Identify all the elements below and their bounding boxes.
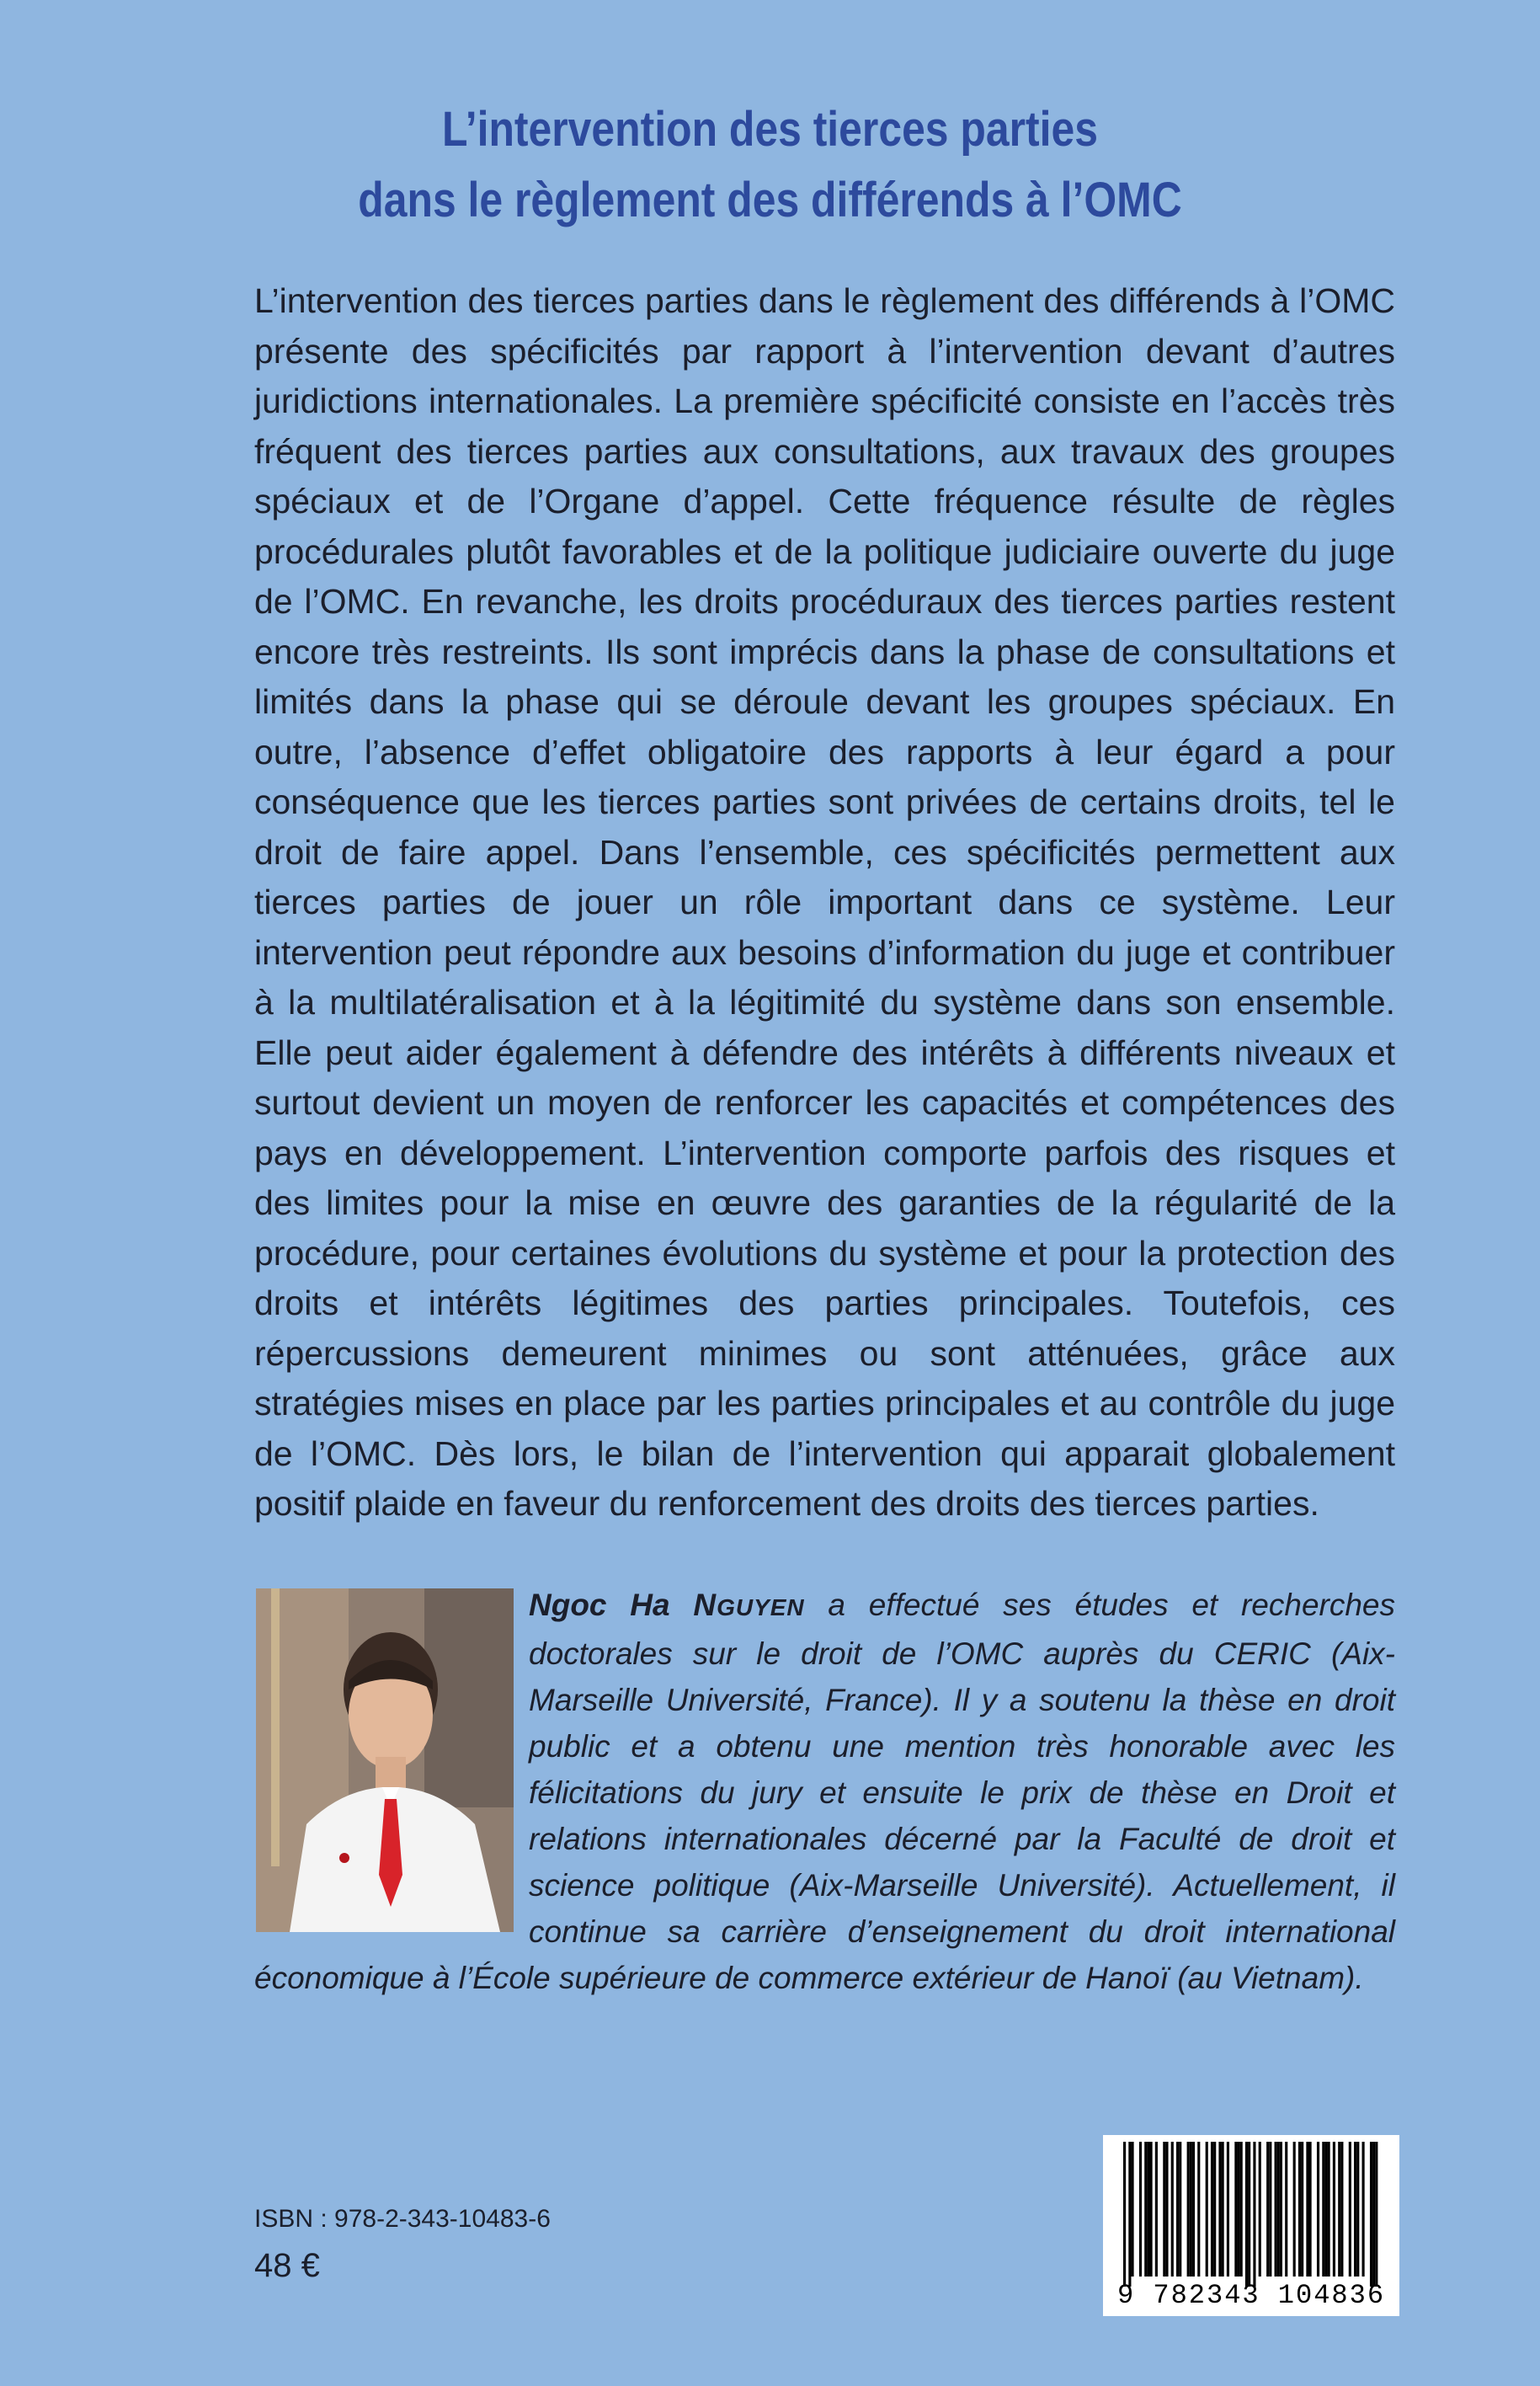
barcode-bar	[1128, 2142, 1131, 2287]
barcode-bar	[1349, 2142, 1351, 2277]
barcode-bar	[1328, 2142, 1330, 2277]
barcode-bar	[1266, 2142, 1269, 2277]
barcode-bar	[1190, 2142, 1192, 2277]
barcode-bar	[1192, 2142, 1195, 2277]
barcode-bar	[1144, 2142, 1147, 2277]
barcode-bar	[1324, 2142, 1327, 2277]
barcode-bar	[1340, 2142, 1343, 2277]
book-summary: L’intervention des tierces parties dans le règlement des différends à l’OMC présente des spécificités par rapport à l’intervention devant d’autres juridictions internationales. La première spécificité consiste en l’accès très fréquent des tierces parties aux consultations, aux travaux des groupes spéciaux et de l’Organe d’appel. Cette fréquence résulte de règles procédurales plutôt favorables et de la politique judiciaire ouverte du juge de l’OMC. En revanche, les droits procéduraux des tierces parties restent encore très restreints. Ils sont imprécis dans la phase de consultations et limités dans la phase qui se déroule devant les groupes spéciaux. En outre, l’absence d’effet obligatoire des rapports à leur égard a pour conséquence que les tierces parties sont privées de certains droits, tel le droit de faire appel. Dans l’ensemble, ces spécificités permettent aux tierces parties de jouer un rôle important dans ce système. Leur intervention peut répondre aux besoins d’information du juge et contribuer à la multilatéralisation et à la légitimité du système dans son ensemble. Elle peut aider également à défendre des intérêts à différents niveaux et surtout devient un moyen de renforcer les capacités et compétences des pays en développement. L’intervention comporte parfois des risques et des limites pour la mise en œuvre des garanties de la régularité de la procédure, pour certaines évolutions du système et pour la protection des droits et intérêts légitimes des parties principales. Toutefois, ces répercussions demeurent minimes ou sont atténuées, grâce aux stratégies mises en place par les parties principales et au contrôle du juge de l’OMC. Dès lors, le bilan de l’intervention qui apparait globalement positif plaide en faveur du renforcement des droits des tierces parties.	[254, 281, 1395, 1523]
barcode-bar	[1333, 2142, 1335, 2277]
barcode-bar	[1322, 2142, 1324, 2277]
barcode-digits: 9 782343 104836	[1116, 2280, 1386, 2311]
barcode-bar	[1277, 2142, 1280, 2277]
barcode-bar	[1222, 2142, 1224, 2277]
author-bio-text: a effectué ses études et recherches doctorales sur le droit de l’OMC auprès du CERIC (Aix-Marseille Université, France). Il y a soutenu la thèse en droit public et a obtenu une mention très honorable avec les félicitations du jury et ensuite le prix de thèse en Droit et relations internationales décerné par la Faculté de droit et science politique (Aix-Marseille Université). Actuellement, il continue sa carrière d’enseignement du droit international économique à l’École supérieure de commerce extérieur de Hanoï (au Vietnam).	[254, 1588, 1396, 1995]
isbn-number: ISBN : 978-2-343-10483-6	[254, 2205, 551, 2233]
barcode-bar	[1218, 2142, 1221, 2277]
barcode-bar	[1356, 2142, 1359, 2277]
barcode-bar	[1293, 2142, 1296, 2277]
author-last-name	[693, 1588, 805, 1622]
barcode-bar	[1206, 2142, 1208, 2277]
barcode-bar	[1211, 2142, 1213, 2277]
author-first-name: Ngoc Ha	[529, 1588, 670, 1622]
barcode-bar	[1131, 2142, 1133, 2277]
barcode-bar	[1354, 2142, 1356, 2277]
barcode-bar	[1187, 2142, 1190, 2277]
barcode-bar	[1213, 2142, 1216, 2277]
book-price: 48 €	[254, 2247, 320, 2284]
barcode-bar	[1155, 2142, 1158, 2277]
barcode-bar	[1179, 2142, 1181, 2277]
barcode-bar	[1306, 2142, 1308, 2277]
barcode-bar	[1259, 2142, 1261, 2277]
barcode-bar	[1275, 2142, 1277, 2277]
barcode-bar	[1197, 2142, 1200, 2277]
barcode-bar	[1362, 2142, 1365, 2277]
barcode-bar	[1123, 2142, 1126, 2287]
barcode-bar	[1234, 2142, 1237, 2277]
barcode-bar	[1317, 2142, 1319, 2277]
barcode-bar	[1171, 2142, 1174, 2277]
barcode-bar	[1253, 2142, 1255, 2287]
barcode-bar	[1248, 2142, 1250, 2287]
barcode-bar	[1309, 2142, 1312, 2277]
barcode-bar	[1285, 2142, 1287, 2277]
author-photo	[256, 1588, 514, 1932]
barcode-bar	[1372, 2142, 1375, 2287]
book-title-line-2: dans le règlement des différends à l’OMC	[358, 173, 1182, 227]
barcode-bar	[1240, 2142, 1243, 2277]
barcode-bar	[1176, 2142, 1179, 2277]
barcode-bar	[1139, 2142, 1142, 2277]
barcode-bar	[1227, 2142, 1229, 2277]
barcode-bar	[1163, 2142, 1165, 2277]
barcode-bar	[1165, 2142, 1168, 2277]
barcode-bar	[1280, 2142, 1282, 2277]
barcode-bar	[1301, 2142, 1303, 2277]
barcode-bar	[1298, 2142, 1301, 2277]
barcode-bar	[1150, 2142, 1153, 2277]
barcode-bar	[1147, 2142, 1149, 2277]
barcode-bar	[1375, 2142, 1377, 2287]
barcode-bar	[1338, 2142, 1340, 2277]
isbn-barcode	[1103, 2135, 1399, 2316]
author-last-name-initial: N	[693, 1588, 717, 1622]
barcode-bar	[1269, 2142, 1271, 2277]
book-title	[253, 94, 1287, 236]
book-title-line-1: L’intervention des tierces parties	[442, 102, 1098, 157]
barcode-bar	[1370, 2142, 1372, 2287]
barcode-bar	[1237, 2142, 1239, 2277]
author-portrait-illustration	[256, 1588, 514, 1932]
author-last-name-rest: GUYEN	[717, 1594, 805, 1620]
barcode-bar	[1245, 2142, 1248, 2287]
